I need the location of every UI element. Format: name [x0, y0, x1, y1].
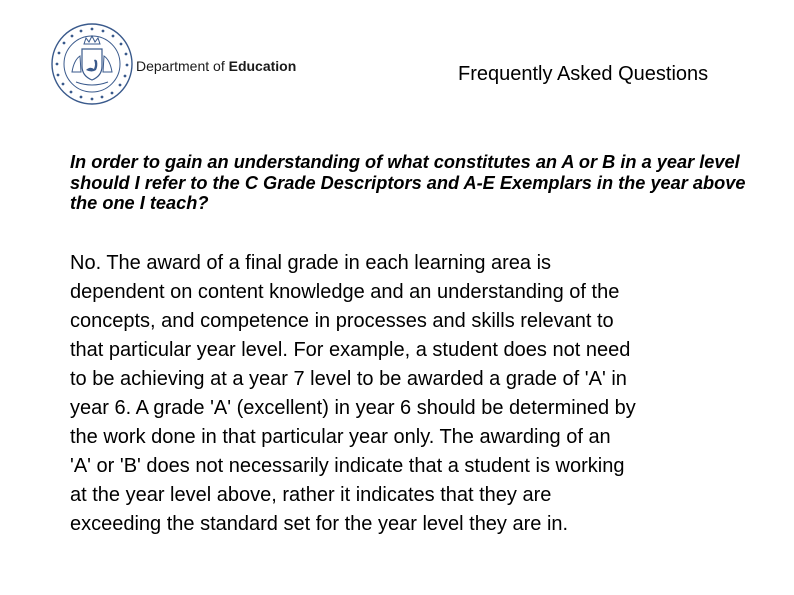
faq-answer: [70, 249, 770, 539]
faq-question: In order to gain an understanding of what constitutes an A or B in a year level should I refer to the C Grade Descriptors and A-E Exemplars in the year above the one I teach?: [70, 152, 746, 213]
answer-line: that particular year level. For example, a student does not need: [70, 339, 631, 361]
answer-line: at the year level above, rather it indicates that they are: [70, 484, 552, 506]
answer-line: to be achieving at a year 7 level to be awarded a grade of 'A' in: [70, 368, 627, 390]
answer-line: exceeding the standard set for the year level they are in.: [70, 513, 569, 535]
answer-line: year 6. A grade 'A' (excellent) in year 6 should be determined by: [70, 397, 636, 419]
answer-line: concepts, and competence in processes and skills relevant to: [70, 310, 614, 332]
page-header: [0, 0, 794, 110]
answer-line: dependent on content knowledge and an understanding of the: [70, 281, 620, 303]
department-name: [136, 58, 296, 74]
page-title: Frequently Asked Questions: [458, 63, 709, 85]
answer-line: No. The award of a final grade in each learning area is: [70, 252, 552, 274]
government-crest-icon: [50, 22, 134, 106]
answer-line: 'A' or 'B' does not necessarily indicate that a student is working: [70, 455, 625, 477]
department-bold: Education: [228, 58, 297, 74]
answer-line: the work done in that particular year only. The awarding of an: [70, 426, 611, 448]
department-prefix: Department of: [136, 58, 229, 74]
